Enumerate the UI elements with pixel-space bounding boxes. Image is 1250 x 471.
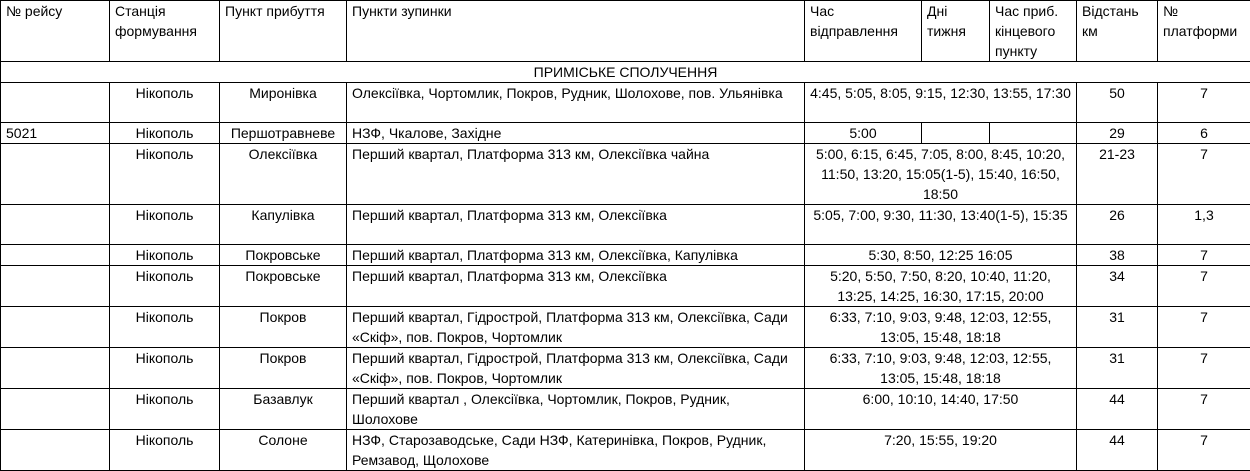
station-cell: Нікополь <box>110 83 220 123</box>
distance-cell: 29 <box>1077 123 1158 144</box>
platform-cell: 7 <box>1158 430 1250 471</box>
arrival-cell: Миронівка <box>220 83 347 123</box>
arrival-cell: Покров <box>220 348 347 389</box>
route-cell <box>1 83 110 123</box>
stops-cell: Перший квартал, Гідрострой, Платформа 313 км, Олексіївка, Сади «Скіф», пов. Покров, Чортомлик <box>347 307 805 348</box>
station-cell: Нікополь <box>110 307 220 348</box>
route-cell <box>1 348 110 389</box>
stops-cell: Перший квартал, Платформа 313 км, Олексіївка <box>347 266 805 307</box>
route-cell <box>1 307 110 348</box>
distance-cell: 21-23 <box>1077 144 1158 205</box>
table-row <box>1 430 1250 471</box>
header-departure: Час відправлення <box>805 1 922 62</box>
table-row <box>1 348 1250 389</box>
distance-cell: 34 <box>1077 266 1158 307</box>
platform-cell: 7 <box>1158 245 1250 266</box>
departure-cell: 6:33, 7:10, 9:03, 9:48, 12:03, 12:55, 13:05, 15:48, 18:18 <box>805 307 1077 348</box>
route-cell <box>1 389 110 430</box>
header-platform: № платформи <box>1158 1 1250 62</box>
route-cell: 5021 <box>1 123 110 144</box>
arrival-cell: Солоне <box>220 430 347 471</box>
stops-cell: Перший квартал, Гідрострой, Платформа 313 км, Олексіївка, Сади «Скіф», пов. Покров, Чортомлик <box>347 348 805 389</box>
header-days: Дні тижня <box>922 1 990 62</box>
route-cell <box>1 144 110 205</box>
header-station: Станція формування <box>110 1 220 62</box>
station-cell: Нікополь <box>110 205 220 245</box>
departure-cell: 7:20, 15:55, 19:20 <box>805 430 1077 471</box>
stops-cell: Перший квартал, Платформа 313 км, Олексіївка чайна <box>347 144 805 205</box>
arrival-cell: Капулівка <box>220 205 347 245</box>
departure-cell: 6:00, 10:10, 14:40, 17:50 <box>805 389 1077 430</box>
arrival-cell: Покров <box>220 307 347 348</box>
platform-cell: 6 <box>1158 123 1250 144</box>
distance-cell: 26 <box>1077 205 1158 245</box>
platform-cell: 7 <box>1158 144 1250 205</box>
platform-cell: 7 <box>1158 266 1250 307</box>
table-row <box>1 307 1250 348</box>
stops-cell: Перший квартал, Платформа 313 км, Олексіївка, Капулівка <box>347 245 805 266</box>
header-stops: Пункти зупинки <box>347 1 805 62</box>
departure-cell: 5:05, 7:00, 9:30, 11:30, 13:40(1-5), 15:35 <box>805 205 1077 245</box>
table-row <box>1 245 1250 266</box>
station-cell: Нікополь <box>110 123 220 144</box>
distance-cell: 44 <box>1077 430 1158 471</box>
departure-cell: 5:00, 6:15, 6:45, 7:05, 8:00, 8:45, 10:20, 11:50, 13:20, 15:05(1-5), 15:40, 16:50, 18:50 <box>805 144 1077 205</box>
route-cell <box>1 430 110 471</box>
station-cell: Нікополь <box>110 144 220 205</box>
section-row <box>1 62 1250 83</box>
platform-cell: 7 <box>1158 83 1250 123</box>
arrival-cell: Олексіївка <box>220 144 347 205</box>
header-row <box>1 1 1250 62</box>
route-cell <box>1 245 110 266</box>
table-row <box>1 144 1250 205</box>
stops-cell: Олексіївка, Чортомлик, Покров, Рудник, Шолохове, пов. Ульянівка <box>347 83 805 123</box>
distance-cell: 38 <box>1077 245 1158 266</box>
station-cell: Нікополь <box>110 266 220 307</box>
section-title: ПРИМІСЬКЕ СПОЛУЧЕННЯ <box>1 62 1250 83</box>
header-arrival: Пункт прибуття <box>220 1 347 62</box>
header-route-no: № рейсу <box>1 1 110 62</box>
departure-cell: 6:33, 7:10, 9:03, 9:48, 12:03, 12:55, 13:05, 15:48, 18:18 <box>805 348 1077 389</box>
stops-cell: Перший квартал, Платформа 313 км, Олексіївка <box>347 205 805 245</box>
days-cell <box>922 123 990 144</box>
distance-cell: 44 <box>1077 389 1158 430</box>
route-cell <box>1 205 110 245</box>
table-row <box>1 266 1250 307</box>
table-row <box>1 205 1250 245</box>
station-cell: Нікополь <box>110 389 220 430</box>
departure-cell: 5:20, 5:50, 7:50, 8:20, 10:40, 11:20, 13:25, 14:25, 16:30, 17:15, 20:00 <box>805 266 1077 307</box>
arrival-cell: Першотравневе <box>220 123 347 144</box>
distance-cell: 31 <box>1077 307 1158 348</box>
platform-cell: 1,3 <box>1158 205 1250 245</box>
departure-cell: 4:45, 5:05, 8:05, 9:15, 12:30, 13:55, 17:30 <box>805 83 1077 123</box>
arrival-time-cell <box>990 123 1077 144</box>
table-row <box>1 389 1250 430</box>
table-row <box>1 123 1250 144</box>
arrival-cell: Покровське <box>220 245 347 266</box>
departure-cell: 5:30, 8:50, 12:25 16:05 <box>805 245 1077 266</box>
departure-cell: 5:00 <box>805 123 922 144</box>
table-row <box>1 83 1250 123</box>
stops-cell: Перший квартал , Олексіївка, Чортомлик, Покров, Рудник, Шолохове <box>347 389 805 430</box>
header-arrival-time: Час приб. кінцевого пункту <box>990 1 1077 62</box>
route-cell <box>1 266 110 307</box>
distance-cell: 50 <box>1077 83 1158 123</box>
arrival-cell: Покровське <box>220 266 347 307</box>
platform-cell: 7 <box>1158 389 1250 430</box>
stops-cell: НЗФ, Старозаводське, Сади НЗФ, Катеринівка, Покров, Рудник, Ремзавод, Щолохове <box>347 430 805 471</box>
station-cell: Нікополь <box>110 245 220 266</box>
platform-cell: 7 <box>1158 307 1250 348</box>
arrival-cell: Базавлук <box>220 389 347 430</box>
platform-cell: 7 <box>1158 348 1250 389</box>
station-cell: Нікополь <box>110 348 220 389</box>
distance-cell: 31 <box>1077 348 1158 389</box>
stops-cell: НЗФ, Чкалове, Західне <box>347 123 805 144</box>
header-distance: Відстань км <box>1077 1 1158 62</box>
station-cell: Нікополь <box>110 430 220 471</box>
